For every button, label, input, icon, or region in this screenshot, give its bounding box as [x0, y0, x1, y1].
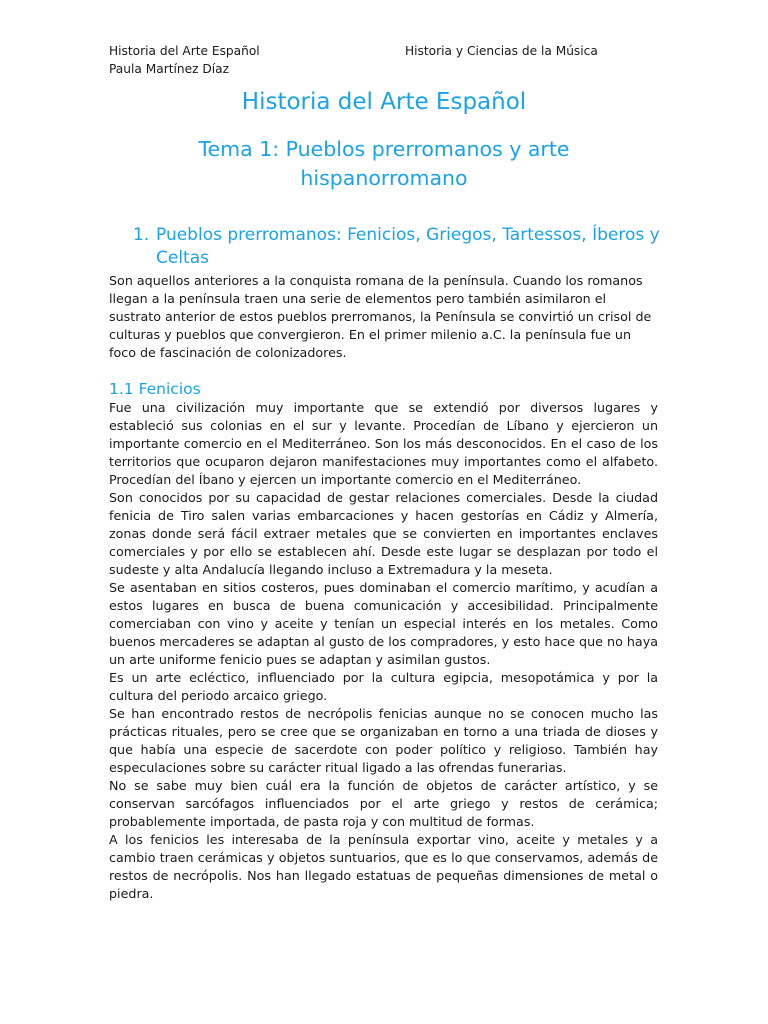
section-number: 1. — [133, 225, 150, 245]
section-heading — [133, 224, 673, 270]
body-paragraph: Es un arte ecléctico, influenciado por la cultura egipcia, mesopotámica y por la cultura del periodo arcaico griego. — [109, 670, 658, 703]
section-intro-paragraph: Son aquellos anteriores a la conquista romana de la península. Cuando los romanos llegan a la península traen una serie de elementos pero también asimilaron el sustrato anterior de estos pueblos prerromanos, la Península se convirtió un crisol de culturas y pueblos que convergieron. En el primer milenio a.C. la península fue un foco de fascinación de colonizadores. — [109, 273, 652, 360]
body-paragraph: A los fenicios les interesaba de la península exportar vino, aceite y metales y a cambio traen cerámicas y objetos suntuarios, que es lo que conservamos, además de restos de necrópolis. Nos han llegado estatuas de pequeñas dimensiones de metal o piedra. — [109, 832, 658, 901]
body-paragraph: Se asentaban en sitios costeros, pues dominaban el comercio marítimo, y acudían a estos lugares en busca de buena comunicación y accesibilidad. Principalmente comerciaban con vino y aceite y tenían un especial interés en los metales. Como buenos mercaderes se adaptan al gusto de los compradores, y esto hace que no haya un arte uniforme fenicio pues se adaptan y asimilan gustos. — [109, 580, 658, 667]
header-author: Paula Martínez Díaz — [109, 62, 230, 76]
body-paragraph: Fue una civilización muy importante que se extendió por diversos lugares y estableció sus colonias en el sur y levante. Procedían de Líbano y ejercieron un importante comercio en el Mediterráneo. Son los más desconocidos. En el caso de los territorios que ocuparon dejaron manifestaciones muy importantes como el alfabeto. Procedían del Íbano y ejercen un importante comercio en el Mediterráneo. — [109, 400, 658, 487]
document-title: Historia del Arte Español — [241, 89, 527, 115]
header-course-title: Historia del Arte Español — [109, 44, 260, 58]
subsection-heading: 1.1 Fenicios — [109, 380, 201, 398]
subsection-body — [109, 399, 658, 903]
body-paragraph: Se han encontrado restos de necrópolis fenicias aunque no se conocen mucho las prácticas rituales, pero se cree que se organizaban en torno a una triada de dioses y que había una especie de sacerdote con poder político y religioso. También hay especulaciones sobre su carácter ritual ligado a las ofrendas funerarias. — [109, 706, 658, 775]
page-header-left — [109, 42, 260, 78]
body-paragraph: Son conocidos por su capacidad de gestar relaciones comerciales. Desde la ciudad fenicia de Tiro salen varias embarcaciones y hacen gestorías en Cádiz y Almería, zonas donde será fácil extraer metales que se convierten en importantes enclaves comerciales y por ello se establecen ahí. Desde este lugar se desplazan por todo el sudeste y alta Andalucía llegando incluso a Extremadura y la meseta. — [109, 490, 658, 577]
body-paragraph: No se sabe muy bien cuál era la función de objetos de carácter artístico, y se conservan sarcófagos influenciados por el arte griego y restos de cerámica; probablemente importada, de pasta roja y con multitud de formas. — [109, 778, 658, 829]
topic-title: Tema 1: Pueblos prerromanos y arte hispanorromano — [198, 137, 570, 190]
header-subject: Historia y Ciencias de la Música — [405, 44, 598, 58]
section-heading-text: Pueblos prerromanos: Fenicios, Griegos, Tartessos, Íberos y Celtas — [156, 225, 660, 268]
